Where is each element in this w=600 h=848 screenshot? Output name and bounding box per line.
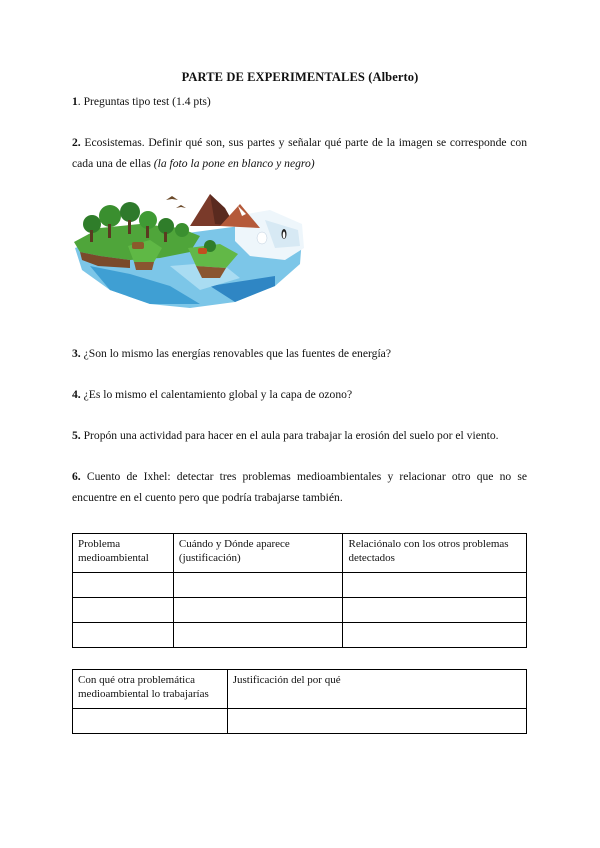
- table-cell[interactable]: [173, 623, 343, 648]
- table-header-cell: Relaciónalo con los otros problemas detectados: [343, 534, 527, 573]
- question-text: Ecosistemas. Definir qué son, sus partes y señalar qué parte de la imagen se corresponde con cada una de ellas: [72, 136, 527, 170]
- table-header-cell: Justificación del por qué: [227, 670, 526, 709]
- question-text: Cuento de Ixhel: detectar tres problemas medioambientales y relacionar otro que no se encuentre en el cuento pero que podría trabajarse también.: [72, 470, 527, 504]
- problems-table: [72, 533, 527, 648]
- table-cell[interactable]: [73, 573, 174, 598]
- question-text: . Preguntas tipo test (1.4 pts): [77, 95, 211, 108]
- question-number: 4.: [72, 388, 81, 401]
- table-header-cell: Cuándo y Dónde aparece (justificación): [173, 534, 343, 573]
- table-row: [73, 623, 527, 648]
- question-note: (la foto la pone en blanco y negro): [153, 157, 315, 170]
- table-header-row: [73, 670, 527, 709]
- question-6: [72, 466, 527, 508]
- table-cell[interactable]: [227, 709, 526, 734]
- question-number: 2.: [72, 136, 81, 149]
- table-cell[interactable]: [73, 598, 174, 623]
- table-row: [73, 709, 527, 734]
- page-title: PARTE DE EXPERIMENTALES (Alberto): [181, 70, 419, 84]
- table-cell[interactable]: [343, 598, 527, 623]
- question-text: ¿Es lo mismo el calentamiento global y la capa de ozono?: [80, 388, 353, 401]
- question-number: 1: [72, 95, 78, 108]
- question-4: [72, 384, 527, 405]
- question-2: [72, 132, 527, 174]
- question-text: Propón una actividad para hacer en el aula para trabajar la erosión del suelo por el viento.: [80, 429, 499, 442]
- question-3: [72, 343, 527, 364]
- table-cell[interactable]: [343, 623, 527, 648]
- table-cell[interactable]: [173, 573, 343, 598]
- table-cell[interactable]: [73, 623, 174, 648]
- question-number: 6.: [72, 470, 81, 483]
- table-cell[interactable]: [343, 573, 527, 598]
- question-number: 5.: [72, 429, 81, 442]
- table-header-row: [73, 534, 527, 573]
- table-row: [73, 598, 527, 623]
- question-1: [72, 91, 527, 112]
- table-cell[interactable]: [173, 598, 343, 623]
- table-header-cell: Con qué otra problemática medioambiental lo trabajarías: [73, 670, 228, 709]
- table-cell[interactable]: [73, 709, 228, 734]
- question-number: 3.: [72, 347, 81, 360]
- question-text: ¿Son lo mismo las energías renovables que las fuentes de energía?: [80, 347, 391, 360]
- table-header-cell: Problema medioambiental: [73, 534, 174, 573]
- ecosystem-illustration-icon: [70, 186, 310, 308]
- related-problem-table: [72, 669, 527, 734]
- table-row: [73, 573, 527, 598]
- question-5: [72, 425, 527, 446]
